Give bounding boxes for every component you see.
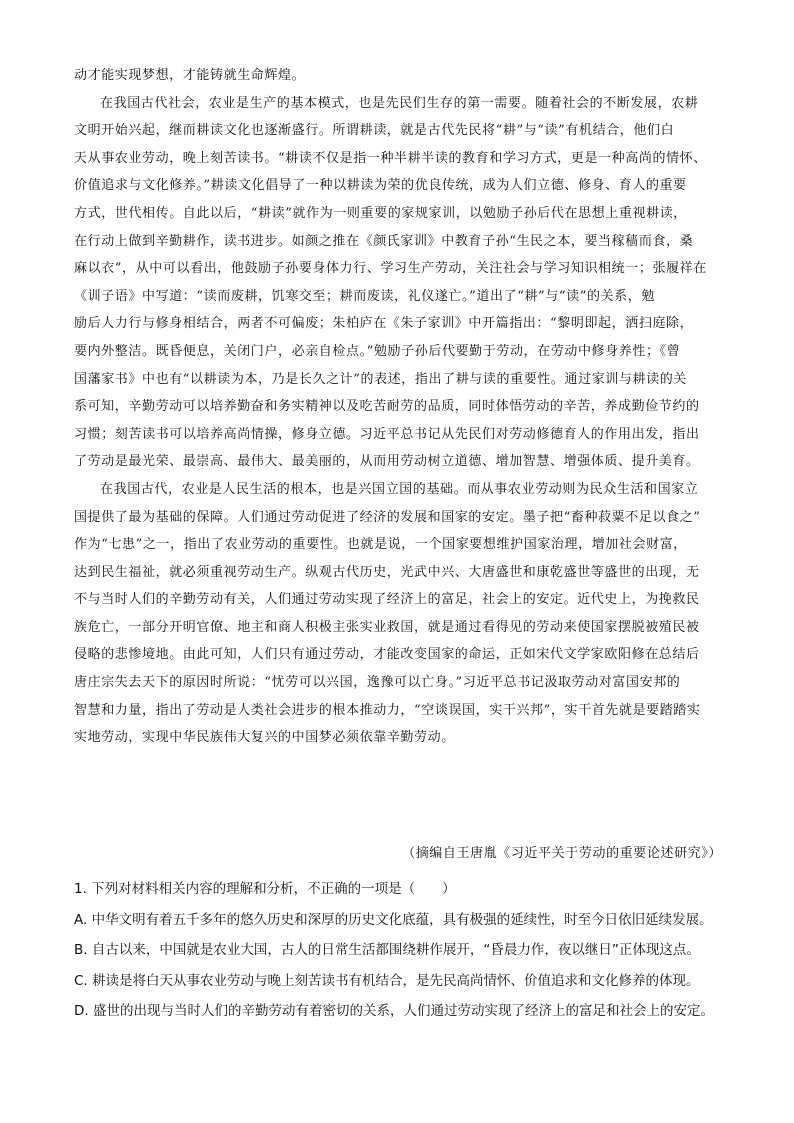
passage-line: 智慧和力量，指出了劳动是人类社会进步的根本推动力，“空谈误国，实干兴邦”，实干首先就是要踏踏实 <box>74 702 701 718</box>
passage-line: 励后人力行与修身相结合，两者不可偏废；朱柏庐在《朱子家训》中开篇指出：“黎明即起，洒扫庭除， <box>74 316 694 332</box>
passage-line: 族危亡，一部分开明官僚、地主和商人积极主张实业救国，就是通过看得见的劳动来使国家摆脱被殖民被 <box>74 619 700 635</box>
passage-line: 在我国古代社会，农业是生产的基本模式，也是先民们生存的第一需要。随着社会的不断发展，农耕 <box>100 95 699 111</box>
passage-line: 习惯；刻苦读书可以培养高尚情操，修身立德。习近平总书记从先民们对劳动修德育人的作用出发，指出 <box>74 426 700 442</box>
passage-line: 作为“七患”之一，指出了农业劳动的重要性。也就是说，一个国家要想维护国家治理，增加社会财富， <box>74 537 687 553</box>
passage-line: 麻以衣”，从中可以看出，他鼓励子孙要身体力行、学习生产劳动，关注社会与学习知识相统一；张履祥在 <box>74 261 707 277</box>
passage-line: 要内外整洁。既昏便息，关闭门户，必亲自检点。”勉励子孙后代要勤于劳动，在劳动中修身养性；《曾 <box>74 343 681 359</box>
passage-line: 在我国古代，农业是人民生活的根本，也是兴国立国的基础。而从事农业劳动则为民众生活和国家立 <box>100 481 699 497</box>
passage-line: 唐庄宗失去天下的原因时所说：“忧劳可以兴国，逸豫可以亡身。”习近平总书记汲取劳动对富国安邦的 <box>74 675 681 691</box>
passage-line: 方式，世代相传。自此以后，“耕读”就作为一则重要的家规家训，以勉励子孙后代在思想上重视耕读， <box>74 205 687 221</box>
passage-line: 动才能实现梦想，才能铸就生命辉煌。 <box>74 68 306 83</box>
option-d[interactable]: D. 盛世的出现与当时人们的辛勤劳动有着密切的关系，人们通过劳动实现了经济上的富足和社会上的安定。 <box>74 1003 714 1019</box>
passage-line: 在行动上做到辛勤耕作，读书进步。如颜之推在《颜氏家训》中教育子孙“生民之本，要当稼穑而食，桑 <box>74 233 694 249</box>
passage-line: 国提供了最为基础的保障。人们通过劳动促进了经济的发展和国家的安定。墨子把“畜种菽粟不足以食之” <box>74 509 701 525</box>
passage-line: 系可知，辛勤劳动可以培养勤奋和务实精神以及吃苦耐劳的品质，同时体悟劳动的辛苦，养成勤俭节约的 <box>74 399 700 415</box>
question-stem: 1. 下列对材料相关内容的理解和分析，不正确的一项是（ ） <box>74 881 456 897</box>
option-c[interactable]: C. 耕读是将白天从事农业劳动与晚上刻苦读书有机结合，是先民高尚情怀、价值追求和文化修养的体现。 <box>74 972 700 989</box>
passage-line: 文明开始兴起，继而耕读文化也逐渐盛行。所谓耕读，就是古代先民将“耕”与“读”有机结合，他们白 <box>74 123 675 139</box>
passage-line: 侵略的悲惨境地。由此可知，人们只有通过劳动，才能改变国家的命运，正如宋代文学家欧阳修在总结后 <box>74 647 700 663</box>
passage-line: 《训子语》中写道：“读而废耕，饥寒交至；耕而废读，礼仪遂亡。”道出了“耕”与“读”的关系，勉 <box>74 288 655 304</box>
option-b[interactable]: B. 自古以来，中国就是农业大国，古人的日常生活都围绕耕作展开，“昏晨力作，夜以继日”正体现这点。 <box>74 942 700 958</box>
passage-line: 天从事农业劳动，晚上刻苦读书。“耕读不仅是指一种半耕半读的教育和学习方式，更是一种高尚的情怀、 <box>74 150 707 166</box>
passage-source: （摘编自王唐胤《习近平关于劳动的重要论述研究》） <box>402 846 722 861</box>
question-block <box>74 874 734 1027</box>
passage-line: 实地劳动，实现中华民族伟大复兴的中国梦必须依靠辛勤劳动。 <box>74 730 455 746</box>
passage-line: 价值追求与文化修养。”耕读文化倡导了一种以耕读为荣的优良传统，成为人们立德、修身、育人的重要 <box>74 178 687 194</box>
reading-passage <box>74 62 726 752</box>
passage-line: 不与当时人们的辛勤劳动有关，人们通过劳动实现了经济上的富足，社会上的安定。近代史上，为挽救民 <box>74 592 700 608</box>
passage-line: 国藩家书》中也有“以耕读为本，乃是长久之计”的表述，指出了耕与读的重要性。通过家训与耕读的关 <box>74 371 687 387</box>
passage-line: 达到民生福祉，就必须重视劳动生产。纵观古代历史，光武中兴、大唐盛世和康乾盛世等盛世的出现，无 <box>74 564 700 580</box>
passage-line: 了劳动是最光荣、最崇高、最伟大、最美丽的，从而用劳动树立道德、增加智慧、增强体质、提升美育。 <box>74 454 700 470</box>
option-a[interactable]: A. 中华文明有着五千多年的悠久历史和深厚的历史文化底蕴，具有极强的延续性，时至今日依旧延续发展。 <box>74 911 713 928</box>
